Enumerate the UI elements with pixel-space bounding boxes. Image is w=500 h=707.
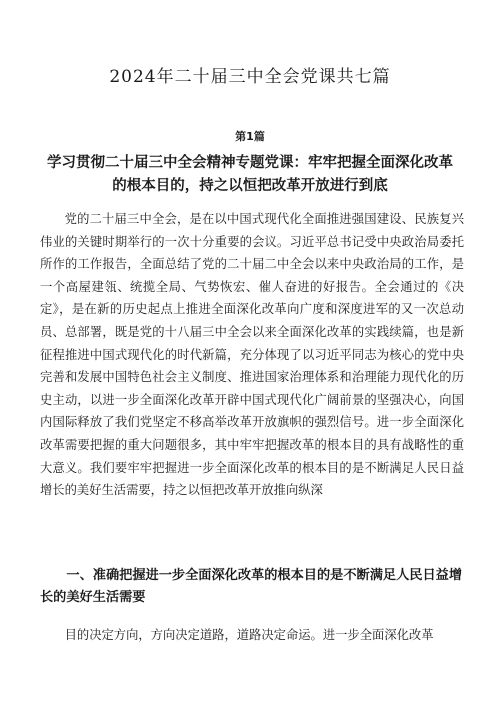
- intro-paragraph: 党的二十届三中全会，是在以中国式现代化全面推进强国建设、民族复兴伟业的关键时期举行的一次十分重要的会议。习近平总书记受中央政治局委托所作的工作报告，全面总结了党的二十届二中全会以来中央政治局的工作，是一个高屋建瓴、统揽全局、气势恢宏、催人奋进的好报告。全会通过的《决定》，是在新的历史起点上推进全面深化改革向广度和深度进军的又一次总动员、总部署，既是党的十八届三中全会以来全面深化改革的实践续篇，也是新征程推进中国式现代化的时代新篇，充分体现了以习近平同志为核心的党中央完善和发展中国特色社会主义制度、推进国家治理体系和治理能力现代化的历史主动，以进一步全面深化改革开辟中国式现代化广阔前景的坚强决心，向国内国际释放了我们党坚定不移高举改革开放旗帜的强烈信号。进一步全面深化改革需要把握的重大问题很多，其中牢牢把握改革的根本目的具有战略性的重大意义。我们要牢牢把握进一步全面深化改革的根本目的是不断满足人民日益增长的美好生活需要，持之以恒把改革开放推向纵深: [40, 212, 464, 498]
- article-headline: 学习贯彻二十届三中全会精神专题党课：牢牢把握全面深化改革的根本目的，持之以恒把改革开放进行到底: [47, 155, 453, 194]
- section-paragraph: 目的决定方向，方向决定道路，道路决定命运。进一步全面深化改革: [64, 628, 434, 642]
- document-title: 2024年二十届三中全会党课共七篇: [109, 67, 391, 87]
- section-heading: 一、准确把握进一步全面深化改革的根本目的是不断满足人民日益增长的美好生活需要: [40, 568, 463, 605]
- chapter-label: 第1篇: [235, 130, 265, 143]
